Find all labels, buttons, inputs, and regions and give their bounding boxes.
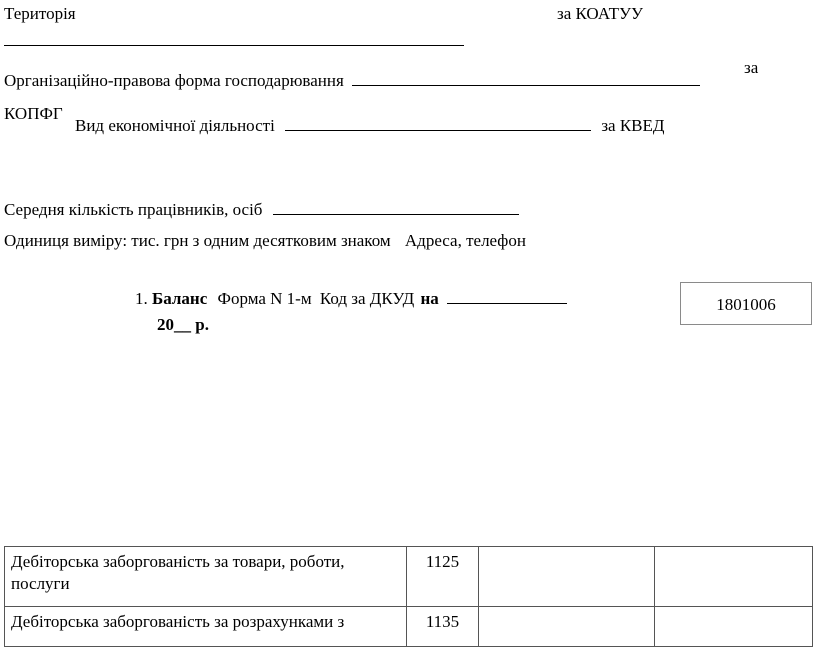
balance-table — [4, 546, 813, 647]
form-title-row — [135, 287, 567, 309]
dkud-label: Код за ДКУД — [319, 289, 415, 308]
org-form-row — [4, 69, 700, 91]
row-code: 1135 — [407, 607, 479, 647]
row-name: Дебіторська заборгованість за розрахунками з — [5, 607, 407, 647]
dkud-code-box: 1801006 — [680, 282, 812, 325]
unit-label: Одиниця виміру: тис. грн з одним десятковим знаком — [4, 231, 391, 250]
na-label: на — [420, 289, 439, 308]
territory-input-line[interactable] — [4, 45, 464, 46]
employees-label: Середня кількість працівників, осіб — [4, 200, 263, 219]
date-input-line[interactable] — [447, 287, 567, 304]
table-row — [5, 607, 813, 647]
row-value-end[interactable] — [655, 607, 813, 647]
employees-row — [4, 198, 519, 220]
row-value-start[interactable] — [479, 607, 655, 647]
kopfg-label: КОПФГ — [4, 104, 63, 123]
form-title: Баланс — [152, 289, 208, 308]
address-label: Адреса, телефон — [404, 231, 526, 250]
employees-input-line[interactable] — [273, 198, 519, 215]
org-form-label: Організаційно-правова форма господарювання — [4, 71, 344, 90]
kved-label: за КВЕД — [601, 116, 665, 135]
activity-row — [75, 114, 664, 136]
year-text: 20__ р. — [157, 315, 209, 334]
table-row — [5, 547, 813, 607]
za-label: за — [744, 58, 759, 77]
row-value-end[interactable] — [655, 547, 813, 607]
row-name: Дебіторська заборгованість за товари, роботи, послуги — [5, 547, 407, 607]
year-label — [157, 315, 209, 335]
activity-input-line[interactable] — [285, 114, 591, 131]
territory-label: Територія — [4, 4, 76, 23]
org-form-input-line[interactable] — [352, 69, 700, 86]
form-type-label: Форма N 1-м — [217, 289, 312, 308]
form-number: 1. — [135, 289, 148, 308]
activity-label: Вид економічної діяльності — [75, 116, 275, 135]
unit-row — [4, 231, 526, 251]
koatuu-label: за КОАТУУ — [557, 4, 644, 23]
row-code: 1125 — [407, 547, 479, 607]
row-value-start[interactable] — [479, 547, 655, 607]
